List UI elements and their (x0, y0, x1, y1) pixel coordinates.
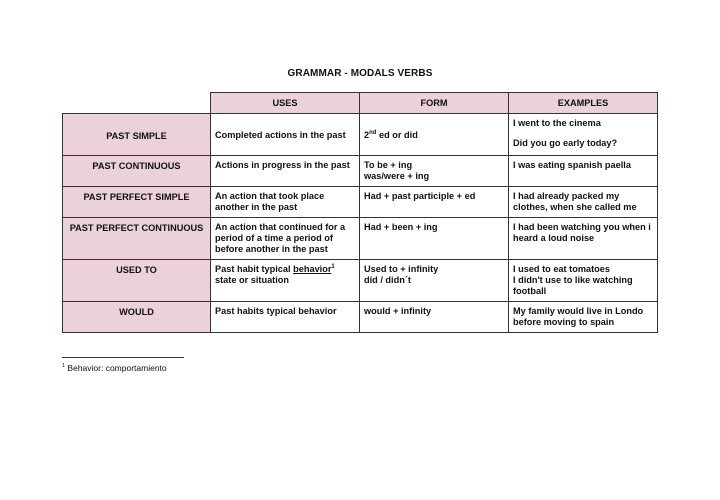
header-form: FORM (360, 93, 509, 114)
footnote-text: Behavior: comportamiento (65, 363, 167, 373)
table-row (63, 114, 658, 156)
table-row (63, 156, 658, 187)
cell-examples: I used to eat tomatoes I didn't use to like watching football (509, 260, 658, 302)
example-line-1: I went to the cinema (513, 118, 601, 128)
cell-form: Had + been + ing (360, 218, 509, 260)
cell-examples: I had been watching you when i heard a loud noise (509, 218, 658, 260)
example-line-2: Did you go early today? (513, 138, 618, 148)
row-header-past-simple: PAST SIMPLE (63, 114, 211, 156)
cell-form: Used to + infinity did / didn´t (360, 260, 509, 302)
table-row (63, 187, 658, 218)
form-superscript: nd (369, 129, 377, 136)
page-title: GRAMMAR - MODALS VERBS (287, 68, 433, 79)
cell-form: To be + ing was/were + ing (360, 156, 509, 187)
cell-examples: My family would live in Londo before moving to spain (509, 302, 658, 333)
uses-text-continued: state or situation (215, 275, 290, 285)
cell-uses: An action that continued for a period of a time a period of before another in the past (211, 218, 360, 260)
table-row (63, 302, 658, 333)
cell-examples: I had already packed my clothes, when she called me (509, 187, 658, 218)
cell-uses: Completed actions in the past (211, 114, 360, 156)
footnote (62, 363, 167, 373)
footnote-number: 1 (62, 363, 66, 370)
table-row (63, 260, 658, 302)
cell-form: Had + past participle + ed (360, 187, 509, 218)
form-text: ed or did (376, 130, 418, 140)
row-header-past-perfect-simple: PAST PERFECT SIMPLE (63, 187, 211, 218)
form-number: 2 (364, 130, 370, 140)
row-header-past-perfect-continuous: PAST PERFECT CONTINUOUS (63, 218, 211, 260)
header-uses: USES (211, 93, 360, 114)
cell-uses: Past habits typical behavior (211, 302, 360, 333)
cell-form: would + infinity (360, 302, 509, 333)
cell-examples: I was eating spanish paella (509, 156, 658, 187)
cell-uses: Actions in progress in the past (211, 156, 360, 187)
blank-corner-cell (63, 93, 211, 114)
table-header-row (63, 93, 658, 114)
footnote-separator (62, 357, 184, 358)
behavior-footnote-ref[interactable]: behavior (293, 264, 332, 274)
cell-uses: An action that took place another in the past (211, 187, 360, 218)
grammar-table (62, 92, 658, 333)
uses-text: Past habit typical (215, 264, 294, 274)
cell-form (360, 114, 509, 156)
row-header-used-to: USED TO (63, 260, 211, 302)
header-examples: EXAMPLES (509, 93, 658, 114)
table-row (63, 218, 658, 260)
footnote-marker[interactable]: 1 (331, 263, 335, 270)
row-header-past-continuous: PAST CONTINUOUS (63, 156, 211, 187)
cell-uses (211, 260, 360, 302)
row-header-would: WOULD (63, 302, 211, 333)
cell-examples (509, 114, 658, 156)
